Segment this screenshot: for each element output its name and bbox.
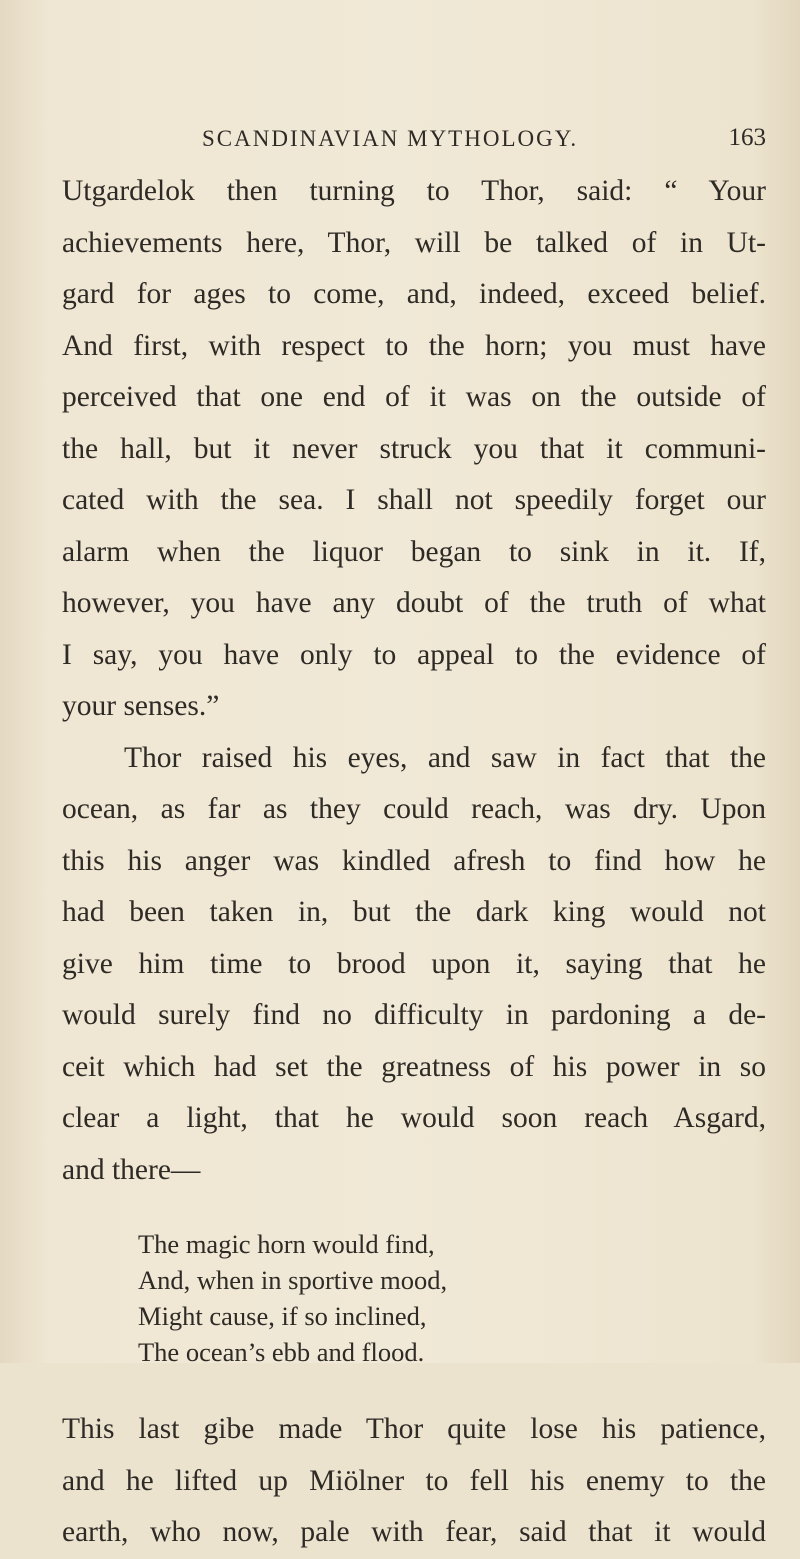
text-line: alarm when the liquor began to sink in it. If, — [62, 535, 766, 568]
text-line: had been taken in, but the dark king would not — [62, 896, 766, 928]
text-line: earth, who now, pale with fear, said that it would — [62, 1516, 766, 1548]
text-line: This last gibe made Thor quite lose his patience, — [62, 1413, 766, 1445]
paragraph-last-gibe — [62, 1404, 766, 1559]
text-line: Utgardelok then turning to Thor, said: “ Your — [62, 175, 766, 207]
text-line: and he lifted up Miölner to fell his enemy to the — [62, 1464, 766, 1497]
text-line: your senses.” — [62, 690, 220, 722]
text-line: would surely find no difficulty in pardoning a de- — [62, 999, 766, 1031]
text-line: clear a light, that he would soon reach Asgard, — [62, 1102, 766, 1134]
paragraph-utgardelok-speech — [62, 166, 766, 733]
text-line: cated with the sea. I shall not speedily forget our — [62, 484, 766, 516]
text-line: ceit which had set the greatness of his power in so — [62, 1050, 766, 1083]
text-line: perceived that one end of it was on the outside of — [62, 381, 766, 413]
text-line: I say, you have only to appeal to the evidence of — [62, 638, 766, 671]
text-line: ocean, as far as they could reach, was dry. Upon — [62, 793, 766, 825]
page-number: 163 — [728, 124, 766, 151]
verse-line: Might cause, if so inclined, — [138, 1301, 427, 1331]
text-line: give him time to brood upon it, saying that he — [62, 947, 766, 980]
verse-quotation — [62, 1226, 766, 1370]
text-line: gard for ages to come, and, indeed, exceed belief. — [62, 278, 766, 310]
verse-line: The magic horn would find, — [138, 1229, 435, 1259]
text-line: the hall, but it never struck you that it communi- — [62, 432, 766, 465]
verse-line: The ocean’s ebb and flood. — [138, 1337, 425, 1367]
paragraph-thor-raised-eyes — [62, 733, 766, 1197]
running-title: SCANDINAVIAN MYTHOLOGY. — [202, 126, 579, 151]
text-line: Thor raised his eyes, and saw in fact that the — [124, 741, 766, 774]
text-line: this his anger was kindled afresh to find how he — [62, 844, 766, 877]
verse-line: And, when in sportive mood, — [138, 1265, 448, 1295]
text-line: however, you have any doubt of the truth of what — [62, 587, 766, 619]
text-line: and there— — [62, 1153, 201, 1186]
body-text — [62, 166, 766, 1559]
text-line: achievements here, Thor, will be talked of in Ut- — [62, 226, 766, 259]
running-head — [62, 120, 766, 160]
text-line: And first, with respect to the horn; you must have — [62, 329, 766, 362]
